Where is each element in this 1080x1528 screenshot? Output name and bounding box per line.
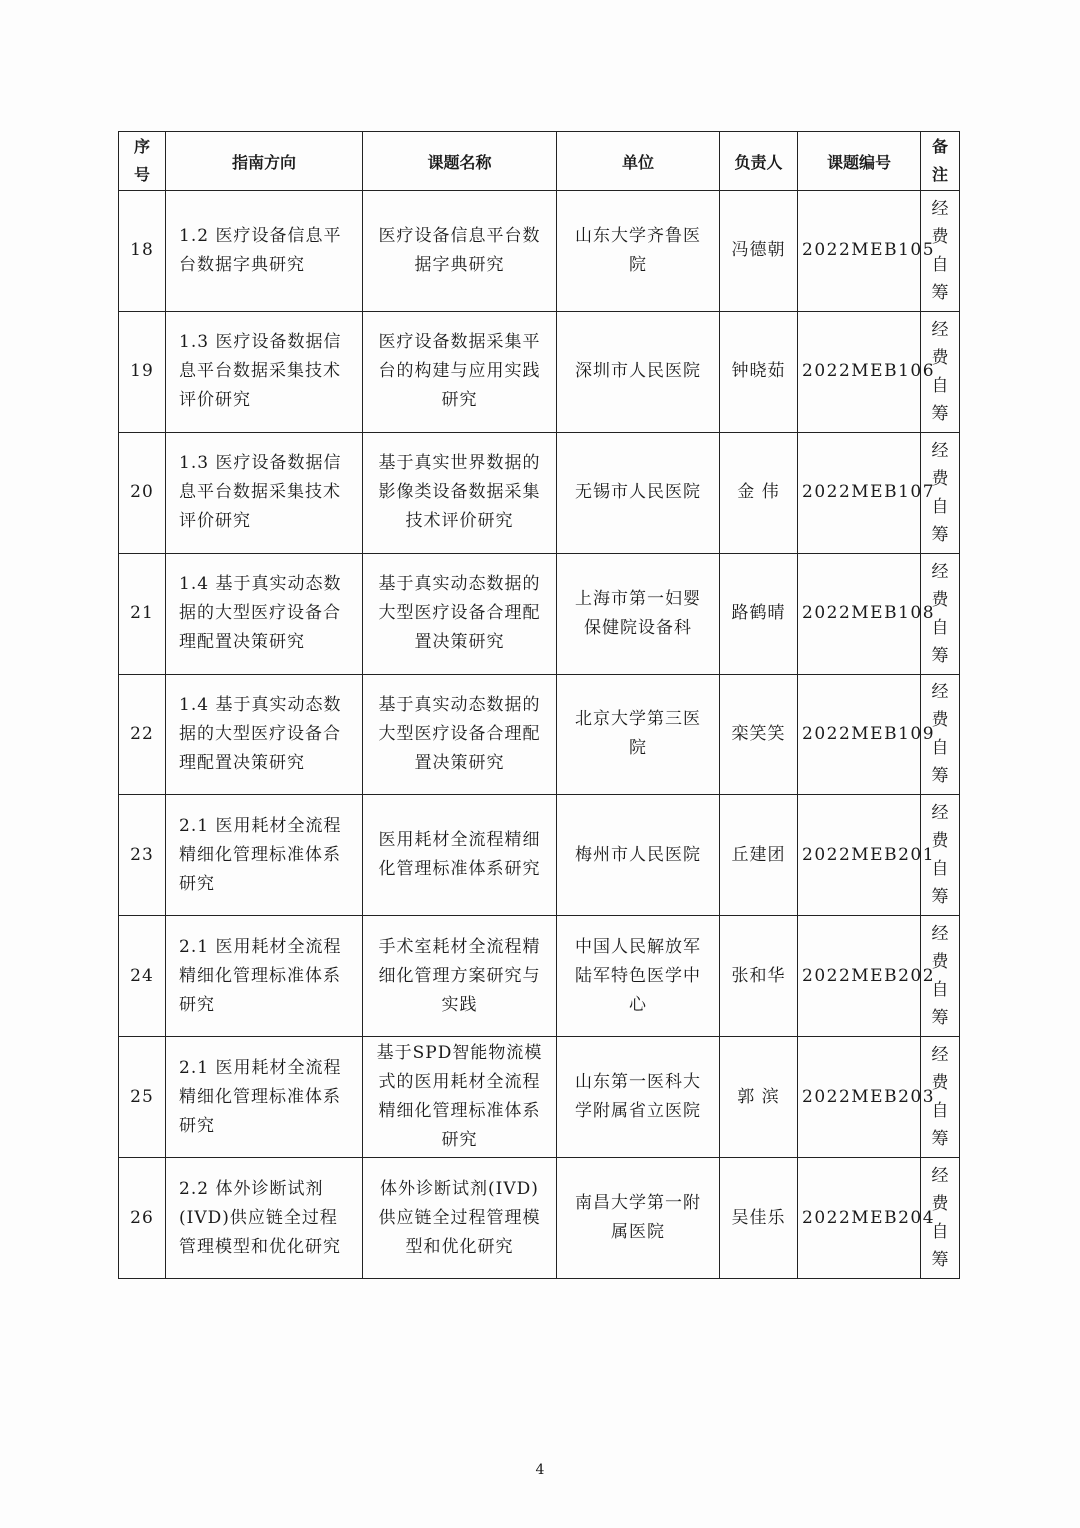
cell-seq — [119, 311, 166, 432]
cell-code-text: 2022MEB109 — [802, 723, 936, 744]
cell-unit — [557, 432, 720, 553]
cell-note-text: 经费自筹 — [931, 924, 950, 1029]
cell-title — [363, 311, 557, 432]
cell-leader — [720, 311, 798, 432]
cell-seq — [119, 674, 166, 795]
cell-direction — [166, 674, 363, 795]
cell-note-text: 经费自筹 — [931, 1166, 950, 1270]
cell-unit — [557, 1158, 720, 1279]
cell-direction-text: 1.3 医疗设备数据信息平台数据采集技术评价研究 — [179, 332, 342, 411]
cell-direction — [166, 1037, 363, 1158]
cell-unit-text: 南昌大学第一附属医院 — [575, 1193, 701, 1242]
table-row — [119, 916, 960, 1037]
cell-seq-text: 24 — [130, 965, 154, 986]
cell-code — [798, 1037, 936, 1158]
cell-direction — [166, 311, 363, 432]
cell-code — [798, 553, 936, 674]
cell-code — [798, 1158, 936, 1279]
cell-unit — [557, 311, 720, 432]
cell-unit — [557, 795, 720, 916]
cell-seq-text: 26 — [130, 1207, 154, 1228]
cell-code-text: 2022MEB108 — [802, 603, 936, 624]
cell-seq-text: 25 — [130, 1086, 154, 1107]
cell-title — [363, 916, 557, 1037]
cell-unit — [557, 191, 720, 312]
cell-unit — [557, 916, 720, 1037]
header-seq: 序号 — [119, 132, 166, 191]
cell-seq-text: 19 — [130, 361, 154, 382]
cell-direction — [166, 553, 363, 674]
cell-code — [798, 432, 936, 553]
page-number: 4 — [535, 1462, 545, 1478]
cell-seq — [119, 795, 166, 916]
cell-title-text: 基于SPD智能物流模式的医用耗材全流程精细化管理标准体系研究 — [376, 1043, 543, 1151]
cell-leader-text: 钟晓茹 — [731, 361, 786, 382]
cell-seq — [119, 916, 166, 1037]
cell-leader — [720, 191, 798, 312]
cell-title-text: 手术室耗材全流程精细化管理方案研究与实践 — [378, 936, 541, 1015]
cell-leader — [720, 553, 798, 674]
table-row — [119, 432, 960, 553]
cell-code — [798, 311, 936, 432]
cell-code — [798, 795, 936, 916]
header-row — [119, 132, 960, 191]
cell-code-text: 2022MEB105 — [802, 240, 936, 261]
cell-code — [798, 191, 936, 312]
cell-title-text: 体外诊断试剂(IVD)供应链全过程管理模型和优化研究 — [378, 1178, 541, 1257]
cell-leader-text: 郭 滨 — [737, 1086, 780, 1107]
cell-direction — [166, 1158, 363, 1279]
cell-leader — [720, 916, 798, 1037]
cell-leader-text: 栾笑笑 — [731, 723, 786, 744]
table-row — [119, 191, 960, 312]
cell-unit — [557, 674, 720, 795]
table-row — [119, 795, 960, 916]
cell-seq — [119, 1037, 166, 1158]
cell-leader — [720, 795, 798, 916]
cell-direction-text: 2.2 体外诊断试剂(IVD)供应链全过程管理模型和优化研究 — [179, 1178, 341, 1257]
cell-note-text: 经费自筹 — [931, 198, 950, 303]
cell-seq-text: 21 — [130, 603, 154, 624]
cell-leader — [720, 1158, 798, 1279]
cell-note-text: 经费自筹 — [931, 561, 950, 666]
cell-title-text: 基于真实动态数据的大型医疗设备合理配置决策研究 — [378, 574, 541, 653]
cell-title — [363, 1037, 557, 1158]
cell-note-text: 经费自筹 — [931, 682, 950, 787]
cell-direction — [166, 432, 363, 553]
header-title: 课题名称 — [363, 132, 557, 191]
table-row — [119, 1158, 960, 1279]
cell-title-text: 医用耗材全流程精细化管理标准体系研究 — [378, 830, 541, 880]
header-unit: 单位 — [557, 132, 720, 191]
cell-leader-text: 张和华 — [731, 965, 786, 986]
cell-code-text: 2022MEB203 — [802, 1086, 936, 1107]
cell-direction — [166, 795, 363, 916]
cell-code-text: 2022MEB106 — [802, 361, 936, 382]
cell-unit-text: 深圳市人民医院 — [575, 361, 701, 382]
cell-seq-text: 23 — [130, 844, 154, 865]
cell-leader-text: 金 伟 — [737, 482, 780, 503]
cell-leader — [720, 674, 798, 795]
cell-title — [363, 1158, 557, 1279]
cell-code-text: 2022MEB107 — [802, 482, 936, 503]
cell-note-text: 经费自筹 — [931, 319, 950, 424]
cell-unit-text: 北京大学第三医院 — [575, 709, 701, 759]
cell-leader-text: 丘建团 — [731, 844, 786, 865]
cell-title — [363, 191, 557, 312]
cell-direction — [166, 191, 363, 312]
cell-seq — [119, 1158, 166, 1279]
cell-title-text: 医疗设备信息平台数据字典研究 — [378, 225, 541, 275]
cell-leader-text: 路鹤晴 — [731, 603, 786, 624]
cell-leader — [720, 432, 798, 553]
cell-direction-text: 1.4 基于真实动态数据的大型医疗设备合理配置决策研究 — [179, 694, 342, 773]
cell-seq — [119, 553, 166, 674]
cell-unit — [557, 1037, 720, 1158]
cell-unit-text: 上海市第一妇婴保健院设备科 — [575, 588, 701, 638]
cell-title — [363, 674, 557, 795]
cell-direction — [166, 916, 363, 1037]
cell-unit-text: 无锡市人民医院 — [575, 482, 701, 503]
cell-title — [363, 553, 557, 674]
cell-leader-text: 冯德朝 — [731, 240, 786, 261]
cell-title-text: 基于真实动态数据的大型医疗设备合理配置决策研究 — [378, 694, 541, 773]
cell-code — [798, 916, 936, 1037]
header-code: 课题编号 — [798, 132, 921, 191]
cell-unit-text: 中国人民解放军陆军特色医学中心 — [575, 936, 701, 1015]
cell-leader — [720, 1037, 798, 1158]
cell-unit-text: 梅州市人民医院 — [575, 844, 701, 865]
cell-direction-text: 2.1 医用耗材全流程精细化管理标准体系研究 — [179, 815, 342, 894]
cell-note-text: 经费自筹 — [931, 440, 950, 545]
table-row — [119, 674, 960, 795]
cell-seq — [119, 432, 166, 553]
cell-code-text: 2022MEB202 — [802, 965, 936, 986]
cell-unit-text: 山东大学齐鲁医院 — [575, 225, 701, 275]
cell-direction-text: 1.3 医疗设备数据信息平台数据采集技术评价研究 — [179, 453, 342, 532]
cell-note-text: 经费自筹 — [931, 1045, 950, 1150]
table-row — [119, 553, 960, 674]
cell-seq-text: 22 — [130, 723, 154, 744]
cell-seq-text: 18 — [130, 240, 154, 261]
table-row — [119, 1037, 960, 1158]
cell-title — [363, 432, 557, 553]
cell-code-text: 2022MEB201 — [802, 844, 936, 865]
cell-title-text: 基于真实世界数据的影像类设备数据采集技术评价研究 — [378, 453, 541, 532]
cell-title — [363, 795, 557, 916]
cell-direction-text: 1.4 基于真实动态数据的大型医疗设备合理配置决策研究 — [179, 574, 342, 653]
cell-unit-text: 山东第一医科大学附属省立医院 — [575, 1072, 701, 1122]
cell-note-text: 经费自筹 — [931, 803, 950, 908]
table-row — [119, 311, 960, 432]
cell-leader-text: 吴佳乐 — [731, 1207, 786, 1228]
cell-direction-text: 2.1 医用耗材全流程精细化管理标准体系研究 — [179, 1057, 342, 1136]
cell-seq-text: 20 — [130, 482, 154, 503]
header-leader: 负责人 — [720, 132, 798, 191]
cell-direction-text: 2.1 医用耗材全流程精细化管理标准体系研究 — [179, 936, 342, 1015]
header-direction: 指南方向 — [166, 132, 363, 191]
header-note: 备注 — [921, 132, 960, 191]
cell-seq — [119, 191, 166, 312]
cell-title-text: 医疗设备数据采集平台的构建与应用实践研究 — [378, 332, 541, 411]
cell-code-text: 2022MEB204 — [802, 1207, 936, 1228]
cell-code — [798, 674, 936, 795]
cell-unit — [557, 553, 720, 674]
project-table — [118, 131, 960, 1279]
cell-direction-text: 1.2 医疗设备信息平台数据字典研究 — [179, 225, 342, 275]
